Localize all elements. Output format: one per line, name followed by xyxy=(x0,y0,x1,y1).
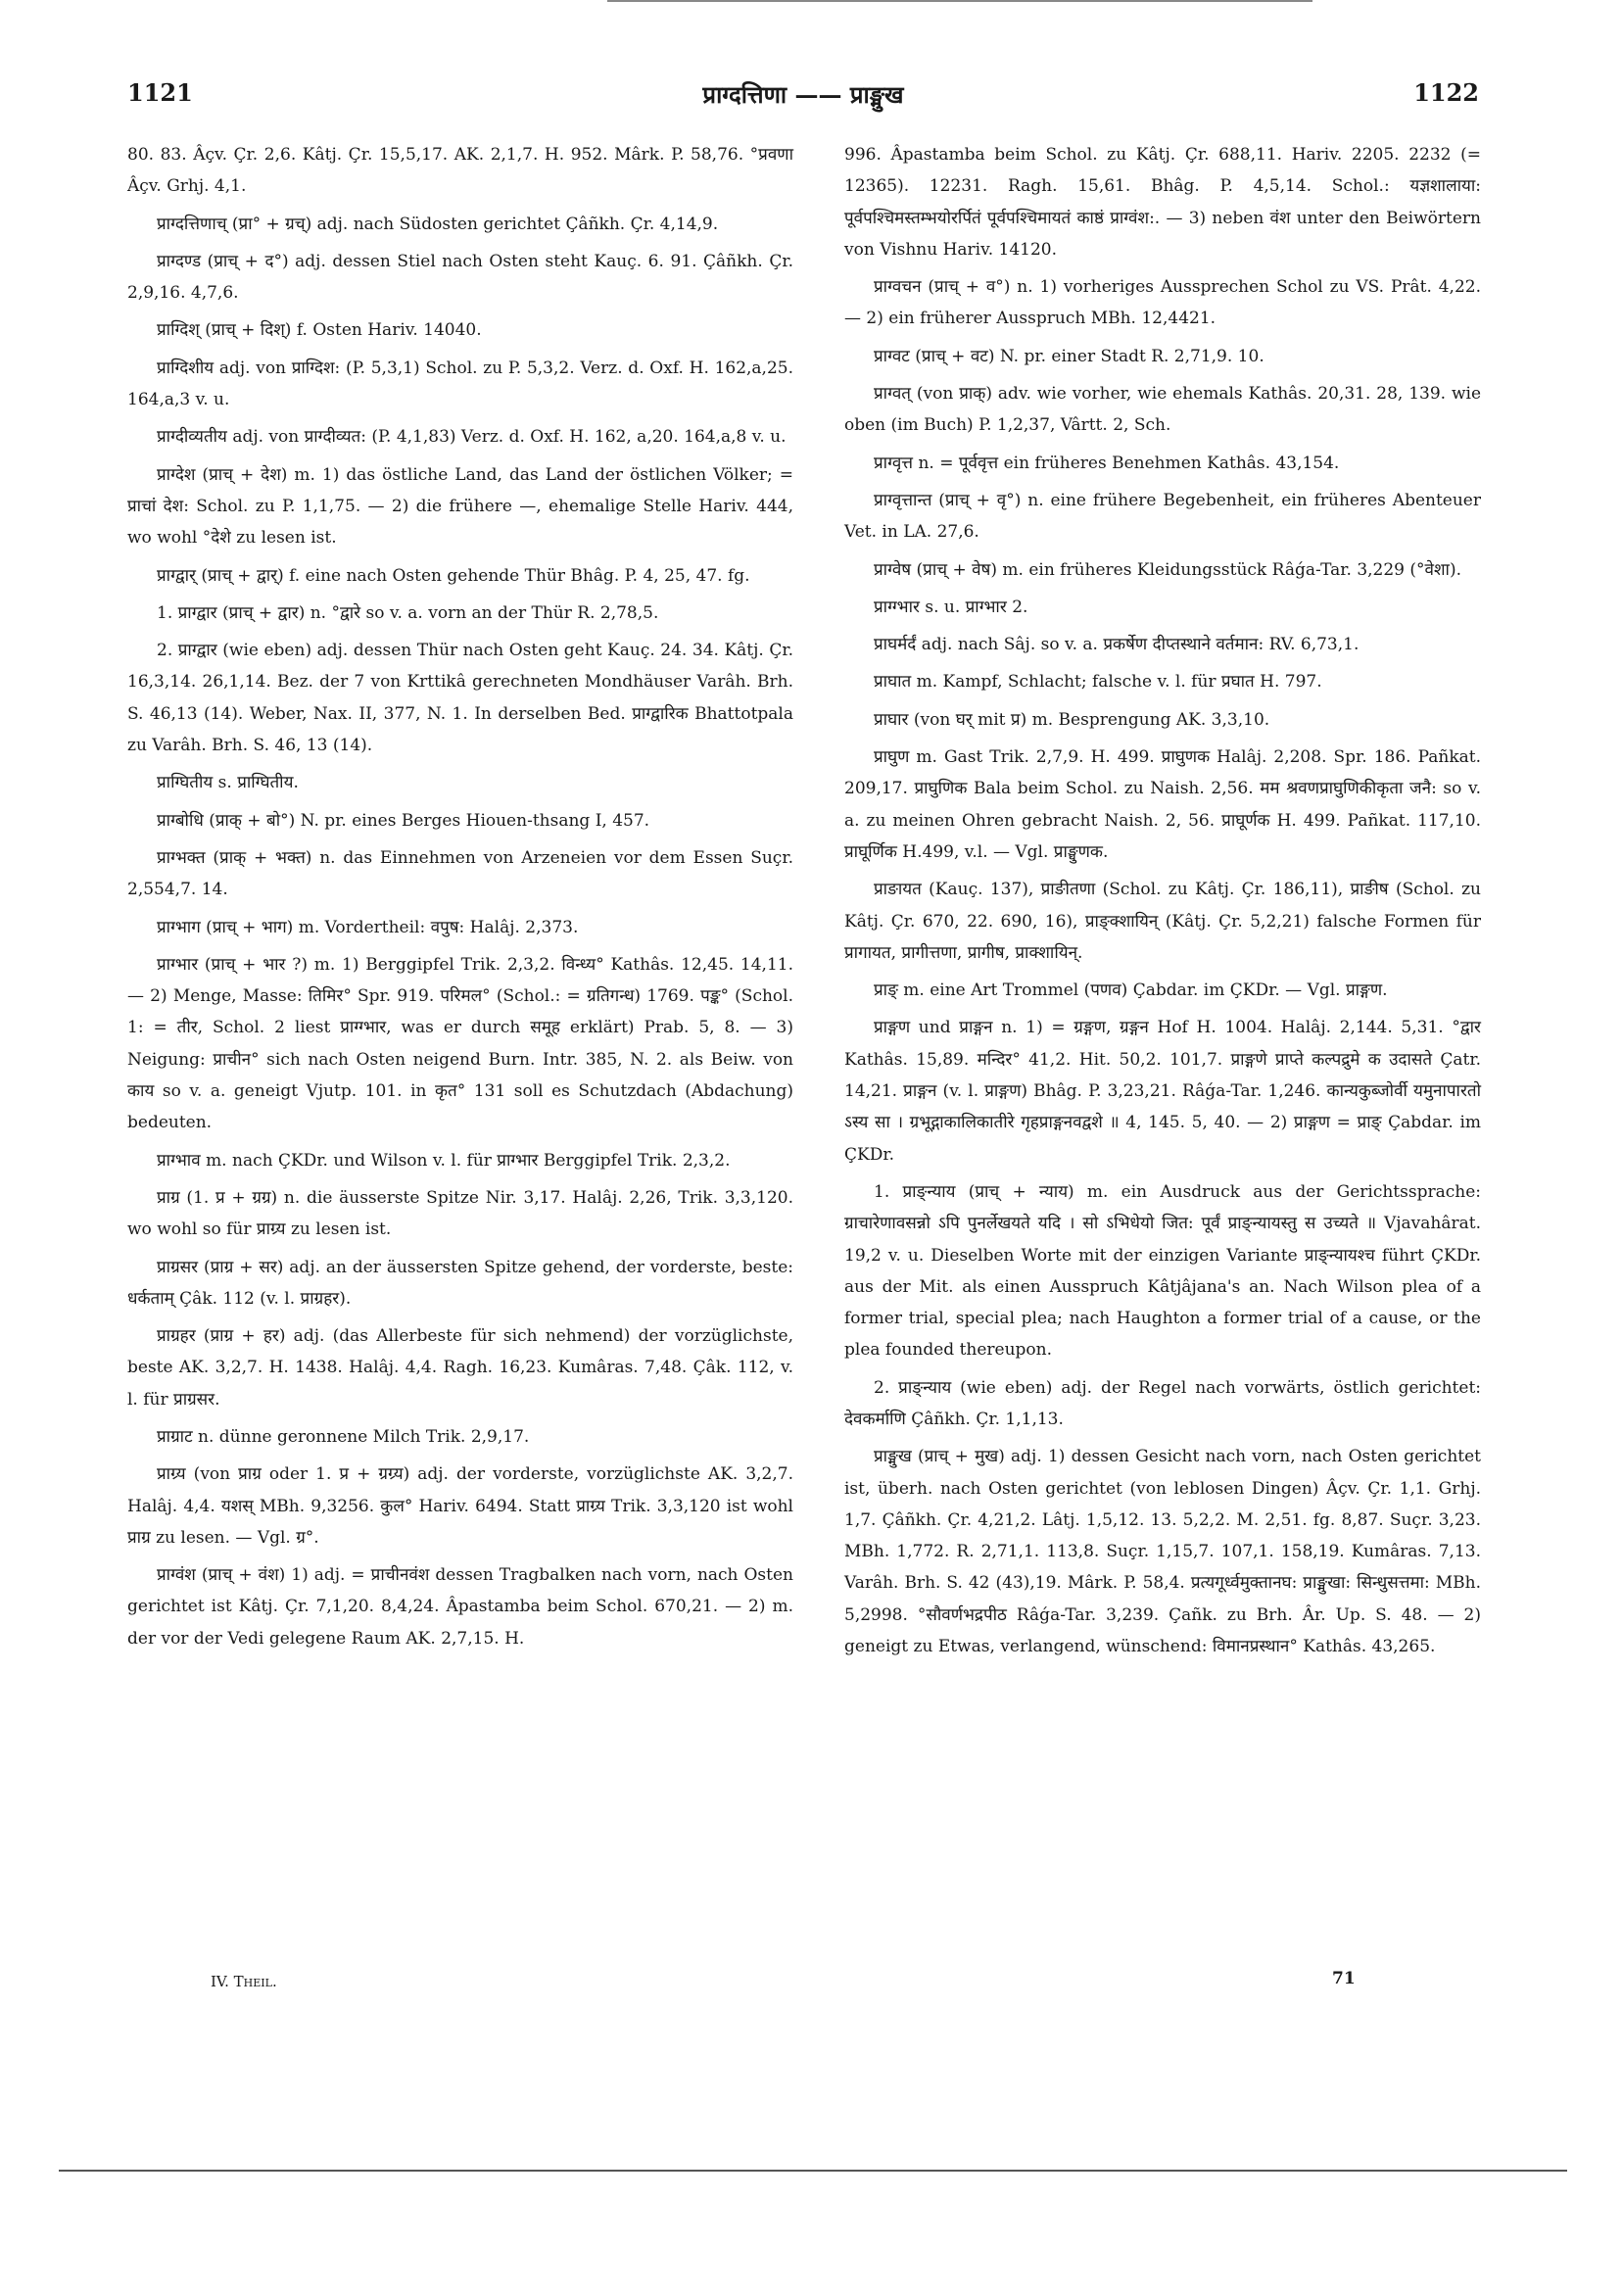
dictionary-entry: प्राग्बोधि (प्राक् + बो°) N. pr. eines Berges Hiouen-thsang I, 457. xyxy=(157,810,650,831)
dictionary-entry: प्राग्भार (प्राच् + भार ?) m. 1) Berggipfel Trik. 2,3,2. विन्ध्य° Kathâs. 12,45. 14,11. — 2) Menge, Masse: तिमिर° Spr. 919. परिमल° (Schol.: = ग्रतिगन्ध) 1769. पङ्क° (Schol. 1: = तीर, Schol. 2 liest प्राग्ग्भार, was er durch समूह erklärt) Prab. 5, 8. — 3) Neigung: प्राचीन° sich nach Osten neigend Burn. Intr. 385, N. 2. als Beiw. von काय so v. a. geneigt Vjutp. 101. in कृत° 131 soll es Schutzdach (Abdachung) bedeuten. xyxy=(127,954,793,1133)
dictionary-entry: प्राङ्मुख (प्राच् + मुख) adj. 1) dessen Gesicht nach vorn, nach Osten gerichtet ist, überh. nach Osten gerichtet (von leblosen Dingen) Âçv. Çr. 1,1. Grhj. 1,7. Çâñkh. Çr. 4,21,2. Lâtj. 1,5,12. 13. 5,2,2. M. 2,51. fg. 8,87. Suçr. 3,23. MBh. 1,772. R. 2,71,1. 113,8. Suçr. 1,15,7. 107,1. 158,19. Kumâras. 7,13. Varâh. Brh. S. 42 (43),19. Mârk. P. 58,4. प्रत्यगूर्ध्वमुक्तानघ: प्राङ्मुखा: सिन्धुसत्तमा: MBh. 5,2998. °सौवर्णभद्रपीठ Râǵa-Tar. 3,239. Çañk. zu Brh. Âr. Up. S. 48. — 2) geneigt zu Etwas, verlangend, wünschend: विमानप्रस्थान° Kathâs. 43,265. xyxy=(844,1447,1481,1657)
page-number-left: 1121 xyxy=(127,78,193,107)
dictionary-entry: प्राग्दीव्यतीय adj. von प्राग्दीव्यत: (P. 4,1,83) Verz. d. Oxf. H. 162, a,20. 164,a,8 v. u. xyxy=(157,427,787,448)
dictionary-entry: प्राग्वेष (प्राच् + वेष) m. ein früheres Kleidungsstück Râǵa-Tar. 3,229 (°वेशा). xyxy=(874,559,1461,580)
dictionary-entry: प्राग्वट (प्राच् + वट) N. pr. einer Stadt R. 2,71,9. 10. xyxy=(874,346,1264,366)
running-head: प्राग्दत्तिणा —— प्राङ्मुख xyxy=(702,80,904,109)
dictionary-entry: प्राग्द्वार् (प्राच् + द्वार्) f. eine nach Osten gehende Thür Bhâg. P. 4, 25, 47. fg. xyxy=(157,565,750,586)
dictionary-entry: प्राग्भाग (प्राच् + भाग) m. Vordertheil: वपुष: Halâj. 2,373. xyxy=(157,917,579,937)
page-header xyxy=(127,78,1479,121)
dictionary-entry: प्राघुण m. Gast Trik. 2,7,9. H. 499. प्राघुणक Halâj. 2,208. Spr. 186. Pañkat. 209,17. प्राघुणिक Bala beim Schol. zu Naish. 2,56. मम श्रवणप्राघुणिकीकृता जनै: so v. a. zu meinen Ohren gebracht Naish. 2, 56. प्राघूर्णक H. 499. Pañkat. 117,10. प्राघूर्णिक H.499, v.l. — Vgl. प्राङ्घुणक. xyxy=(844,747,1481,862)
dictionary-entry: प्राग्भाव m. nach ÇKDr. und Wilson v. l. für प्राग्भार Berggipfel Trik. 2,3,2. xyxy=(157,1150,731,1171)
dictionary-entry: 1. प्राग्द्वार (प्राच् + द्वार) n. °द्वारे so v. a. vorn an der Thür R. 2,78,5. xyxy=(157,602,659,623)
dictionary-entry: 2. प्राग्द्वार (wie eben) adj. dessen Thür nach Osten geht Kauç. 24. 34. Kâtj. Çr. 16,3,14. 26,1,14. Bez. der 7 von Krttikâ gerechneten Mondhäuser Varâh. Brh. S. 46,13 (14). Weber, Nax. II, 377, N. 1. In derselben Bed. प्राग्द्वारिक Bhattotpala zu Varâh. Brh. S. 46, 13 (14). xyxy=(127,641,793,756)
dictionary-entry: प्राग्वचन (प्राच् + व°) n. 1) vorheriges Aussprechen Schol zu VS. Prât. 4,22. — 2) ein früherer Ausspruch MBh. 12,4421. xyxy=(844,277,1481,329)
dictionary-entry: 1. प्राङ्न्याय (प्राच् + न्याय) m. ein Ausdruck aus der Gerichtssprache: ग्राचारेणावसन्नो ऽपि पुनर्लेखयते यदि । सो ऽभिधेयो जित: पूर्वं प्राङ्न्यायस्तु स उच्यते ॥ Vjavahârat. 19,2 v. u. Dieselben Worte mit der einzigen Variante प्राङ्न्यायश्च führt ÇKDr. aus der Mit. als einen Ausspruch Kâtjâjana's an. Nach Wilson plea of a former trial, special plea; nach Haughton a former trial of a cause, or the plea founded thereupon. xyxy=(844,1181,1481,1361)
dictionary-entry: प्राग्रहर (प्राग्र + हर) adj. (das Allerbeste für sich nehmend) der vorzüglichste, beste AK. 3,2,7. H. 1438. Halâj. 4,4. Ragh. 16,23. Kumâras. 7,48. Çâk. 112, v. l. für प्राग्रसर. xyxy=(127,1326,793,1410)
dictionary-entry: प्राग्दिश् (प्राच् + दिश्) f. Osten Hariv. 14040. xyxy=(157,320,482,341)
dictionary-entry: प्राङ्गण und प्राङ्गन n. 1) = ग्रङ्गण, ग्रङ्गन Hof H. 1004. Halâj. 2,144. 5,31. °द्वार Kathâs. 15,89. मन्दिर° 41,2. Hit. 50,2. 101,7. प्राङ्गणे प्राप्ते कल्पद्रुमे क उदासते Çatr. 14,21. प्राङ्गन (v. l. प्राङ्गण) Bhâg. P. 3,23,21. Râǵa-Tar. 1,246. कान्यकुब्जोर्वी यमुनापारतो ऽस्य सा । ग्रभूद्गाकालिकातीरे गृहप्राङ्गनवद्वशे ॥ 4, 145. 5, 40. — 2) प्राङ्गण = प्राङ् Çabdar. im ÇKDr. xyxy=(844,1018,1481,1165)
dictionary-entry: 2. प्राङ्न्याय (wie eben) adj. der Regel nach vorwärts, östlich gerichtet: देवकर्माणि Çâñkh. Çr. 1,1,13. xyxy=(844,1377,1481,1429)
top-rule xyxy=(607,0,1312,2)
dictionary-entry: प्राग्वृत्त n. = पूर्ववृत्त ein früheres Benehmen Kathâs. 43,154. xyxy=(874,453,1340,473)
dictionary-entry: प्राङायत (Kauç. 137), प्राङीतणा (Schol. zu Kâtj. Çr. 186,11), प्राङीष (Schol. zu Kâtj. Çr. 670, 22. 690, 16), प्राङ्क्शायिन् (Kâtj. Çr. 5,2,21) falsche Formen für प्रागायत, प्रागीत्तणा, प्रागीष, प्राक्शायिन्. xyxy=(844,880,1481,963)
sheet-number: 71 xyxy=(1332,1969,1356,1988)
dictionary-entry: प्राग्र्य (von प्राग्र oder 1. प्र + ग्रग्र्य) adj. der vorderste, vorzüglichste AK. 3,2,7. Halâj. 4,4. यशस् MBh. 9,3256. कुल° Hariv. 6494. Statt प्राग्र्य Trik. 3,3,120 ist wohl प्राग्र zu lesen. — Vgl. ग्र°. xyxy=(127,1464,793,1548)
dictionary-entry: प्राङ् m. eine Art Trommel (पणव) Çabdar. im ÇKDr. — Vgl. प्राङ्गण. xyxy=(874,981,1388,1001)
page-number-right: 1122 xyxy=(1413,78,1479,107)
bottom-rule xyxy=(59,2170,1567,2172)
dictionary-entry: प्राग्र (1. प्र + ग्रग्र) n. die äusserste Spitze Nir. 3,17. Halâj. 2,26, Trik. 3,3,120. wo wohl so für प्राग्र्य zu lesen ist. xyxy=(127,1187,793,1240)
volume-part: IV. Theil. xyxy=(211,1973,277,1990)
dictionary-entry: प्राघार (von घर् mit प्र) m. Besprengung AK. 3,3,10. xyxy=(874,709,1270,730)
dictionary-entry: प्राघात m. Kampf, Schlacht; falsche v. l. für प्रघात H. 797. xyxy=(874,672,1322,693)
dictionary-entry: प्राग्वृत्तान्त (प्राच् + वृ°) n. eine frühere Begebenheit, ein früheres Abenteuer Vet. in LA. 27,6. xyxy=(844,490,1481,543)
dictionary-entry: प्राघर्मर्दं adj. nach Sâj. so v. a. प्रकर्षेण दीप्तस्थाने वर्तमान: RV. 6,73,1. xyxy=(874,635,1360,655)
dictionary-entry: प्राग्घितीय s. प्राग्घितीय. xyxy=(157,773,299,793)
right-column xyxy=(844,139,1481,1668)
dictionary-entry: प्राग्दण्ड (प्राच् + द°) adj. dessen Stiel nach Osten steht Kauç. 6. 91. Çâñkh. Çr. 2,9,16. 4,7,6. xyxy=(127,251,793,304)
left-column xyxy=(127,139,793,1660)
entry-continuation: 80. 83. Âçv. Çr. 2,6. Kâtj. Çr. 15,5,17. AK. 2,1,7. H. 952. Mârk. P. 58,76. °प्रवणा Âçv. Grhj. 4,1. xyxy=(127,145,793,197)
dictionary-entry: प्राग्भक्त (प्राक् + भक्त) n. das Einnehmen von Arzeneien vor dem Essen Suçr. 2,554,7. 14. xyxy=(127,847,793,900)
dictionary-entry: प्राग्ग्भार s. u. प्राग्भार 2. xyxy=(874,597,1028,617)
dictionary-entry: प्राग्वंश (प्राच् + वंश) 1) adj. = प्राचीनवंश dessen Tragbalken nach vorn, nach Osten gerichtet ist Kâtj. Çr. 7,1,20. 8,4,24. Âpastamba beim Schol. 670,21. — 2) m. der vor der Vedi gelegene Raum AK. 2,7,15. H. xyxy=(127,1565,793,1649)
dictionary-entry: प्राग्राट n. dünne geronnene Milch Trik. 2,9,17. xyxy=(157,1426,530,1447)
dictionary-entry: प्राग्वत् (von प्राक्) adv. wie vorher, wie ehemals Kathâs. 20,31. 28, 139. wie oben (im Buch) P. 1,2,37, Vârtt. 2, Sch. xyxy=(844,384,1481,436)
dictionary-entry: प्राग्दिशीय adj. von प्राग्दिश: (P. 5,3,1) Schol. zu P. 5,3,2. Verz. d. Oxf. H. 162,a,25. 164,a,3 v. u. xyxy=(127,358,793,410)
dictionary-entry: प्राग्देश (प्राच् + देश) m. 1) das östliche Land, das Land der östlichen Völker; = प्राचां देश: Schol. zu P. 1,1,75. — 2) die frühere —, ehemalige Stelle Hariv. 444, wo wohl °देशे zu lesen ist. xyxy=(127,464,793,549)
entry-continuation: 996. Âpastamba beim Schol. zu Kâtj. Çr. 688,11. Hariv. 2205. 2232 (= 12365). 12231. Ragh. 15,61. Bhâg. P. 4,5,14. Schol.: यज्ञशालाया: पूर्वपश्चिमस्तम्भयोरर्पितं पूर्वपश्चिमायतं काष्ठं प्राग्वंश:. — 3) neben वंश unter den Beiwörtern von Vishnu Hariv. 14120. xyxy=(844,145,1481,260)
dictionary-entry: प्राग्रसर (प्राग्र + सर) adj. an der äussersten Spitze gehend, der vorderste, beste: धर्कताम् Çâk. 112 (v. l. प्राग्रहर). xyxy=(127,1257,793,1309)
dictionary-entry: प्राग्दत्तिणाच् (प्रा° + ग्रच्) adj. nach Südosten gerichtet Çâñkh. Çr. 4,14,9. xyxy=(157,214,719,234)
